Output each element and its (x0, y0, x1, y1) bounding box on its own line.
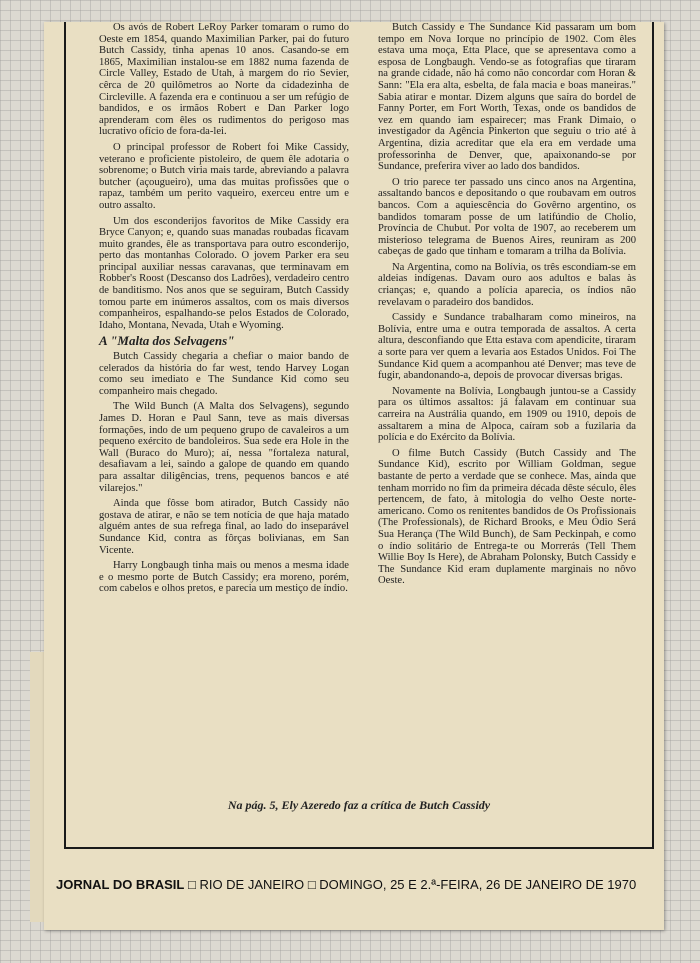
newspaper-clipping (44, 22, 664, 930)
left-paragraph-1: Os avós de Robert LeRoy Parker tomaram o rumo do Oeste em 1854, quando Maximilian Parker, pai do futuro Butch Cassidy, tinha apenas 10 anos. Casando-se em 1865, Maximilian instalou-se em 1882 numa fazenda de Circle Valley, Estado de Utah, à margem do rio Sevier, cêrca de 20 quilômetros ao Norte da cidadezinha de Circleville. A fazenda era e continuou a ser um refúgio de bandidos, e os irmãos Robert e Dan Parker logo aprenderam com êles os rudimentos do perigoso mas lucrativo ofício de fora-da-lei. (99, 22, 349, 138)
left-column (99, 22, 349, 599)
right-paragraph-5: Novamente na Bolívia, Longbaugh juntou-se a Cassidy para os últimos assaltos: já falavam em continuar sua carreira na Austrália quando, em 1909 ou 1910, depois de assaltarem a mina de Alpoca, caíram sob a fuzilaria da polícia e do Exército da Bolívia. (378, 385, 636, 444)
left-paragraph-2: O principal professor de Robert foi Mike Cassidy, veterano e proficiente pistoleiro, de quem êle adotaria o sobrenome; o Butch viria mais tarde, abreviando a palavra butcher (açougueiro), uma das muitas profissões que o rapaz, também um perito vaqueiro, exerceu entre um e outro assalto. (99, 141, 349, 211)
issue-date: DOMINGO, 25 E 2.ª-FEIRA, 26 DE JANEIRO DE 1970 (319, 877, 637, 892)
left-paragraph-3: Um dos esconderijos favoritos de Mike Cassidy era Bryce Canyon; e, quando suas manadas roubadas ficavam muito grandes, êle as transportava para outro esconderijo, perto das montanhas Colorado. O jovem Parker era seu principal auxiliar nessas caravanas, que terminavam em Robber's Roost (Descanso dos Ladrões), verdadeiro centro de banditismo. Nos anos que se seguiram, Butch Cassidy tomou parte em inúmeros assaltos, com os mais diversos companheiros, espalhando-se pelos Estados de Colorado, Idaho, Montana, Nevada, Utah e Wyoming. (99, 215, 349, 331)
right-column (378, 22, 636, 591)
section-subhead: A "Malta dos Selvagens" (99, 333, 235, 349)
right-paragraph-3: Na Argentina, como na Bolívia, os três escondiam-se em aldeias indígenas. Davam ouro aos adultos e balas às crianças; e, quando a polícia aparecia, os índios não revelavam o paradeiro dos bandidos. (378, 261, 636, 308)
left-paragraph-6: Ainda que fôsse bom atirador, Butch Cassidy não gostava de atirar, e não se tem notícia de que haja matado alguém antes de sua refrega final, ao lado do inseparável Sundance Kid, contra as fôrças bolivianas, em San Vicente. (99, 498, 349, 556)
left-paragraph-7: Harry Longbaugh tinha mais ou menos a mesma idade e o mesmo porte de Butch Cassidy; era moreno, porém, com cabelos e olhos pretos, e parecia um mestiço de índio. (99, 560, 349, 595)
separator-box: □ (187, 877, 196, 892)
right-paragraph-2: O trio parece ter passado uns cinco anos na Argentina, assaltando bancos e depositando o que roubavam em outros bancos. Com a aquiescência do Govêrno argentino, os bandidos tomaram posse de um latifúndio de Cholio, Província de Chubut. Por volta de 1907, ao receberem um misterioso telegrama de Buenos Aires, reuniram as 200 cabeças de gado que tinham e tomaram a trilha da Bolívia. (378, 176, 636, 258)
newspaper-masthead (56, 877, 636, 892)
article-frame (64, 22, 654, 849)
left-paragraph-5: The Wild Bunch (A Malta dos Selvagens), segundo James D. Horan e Paul Sann, teve as mais diversas formações, indo de um pequeno grupo de cavaleiros a um pequeno exército de bandoleiros. Sua sede era Hole in the Wall (Buraco do Muro); aí, nessa "fortaleza natural, desafiavam a lei, saindo a galope de quando em quando para assaltar diligências, trens, pequenos bancos e até vilarejos." (99, 401, 349, 494)
newspaper-name: JORNAL DO BRASIL (56, 877, 185, 892)
right-paragraph-1: Butch Cassidy e The Sundance Kid passaram um bom tempo em Nova Iorque no princípio de 1902. Com êles estava uma moça, Etta Place, que se apresentava como a esposa de Longbaugh. Vendo-se as fotografias que tiraram na grande cidade, não há como não concordar com Horan & Sann: "Ela era alta, esbelta, de fala macia e boas maneiras." Sabia atirar e montar. Dizem alguns que saíra do bordel de Fanny Porter, em Fort Worth, Texas, onde os bandidos de vez em quando iam espairecer; mas Frank Dimaio, o investigador da Agência Pinkerton que seguiu o trio até à Argentina, dizia acreditar que ela era em verdade uma professorinha de Denver, que, apaixonando-se por Sundance, preferira viver ao lado dos bandidos. (378, 22, 636, 173)
right-paragraph-6: O filme Butch Cassidy (Butch Cassidy and The Sundance Kid), escrito por William Goldman, segue bastante de perto a verdade que se conhece. Mas, ainda que tenham morrido no fim da primeira década dêste século, êles pertencem, de fato, à mitologia do velho Oeste norte-americano. Como os renitentes bandidos de Os Profissionais (The Professionals), de Richard Brooks, e Meu Ódio Será Sua Herança (The Wild Bunch), de Sam Peckinpah, e como o índio solitário de Entrega-te ou Morrerás (Tell Them Willie Boy Is Here), de Abraham Polonsky, Butch Cassidy e The Sundance Kid eram duplamente marginais no nôvo Oeste. (378, 447, 636, 587)
separator-box: □ (307, 877, 316, 892)
city-name: RIO DE JANEIRO (199, 877, 305, 892)
right-paragraph-4: Cassidy e Sundance trabalharam como mineiros, na Bolívia, entre uma e outra temporada de assaltos. A certa altura, desconfiando que Etta estava com apendicite, tiraram a sorte para ver quem a levaria aos Estados Unidos. Foi The Sundance Kid quem a acompanhou até Denver; mas teve de fugir, abandonando-a, depois de provocar diversas brigas. (378, 312, 636, 382)
page-reference-note: Na pág. 5, Ely Azeredo faz a crítica de Butch Cassidy (227, 798, 491, 812)
left-paragraph-4: Butch Cassidy chegaria a chefiar o maior bando de celerados da história do far west, tendo Harvey Logan como seu imediato e The Sundance Kid como seu companheiro mais chegado. (99, 351, 349, 397)
